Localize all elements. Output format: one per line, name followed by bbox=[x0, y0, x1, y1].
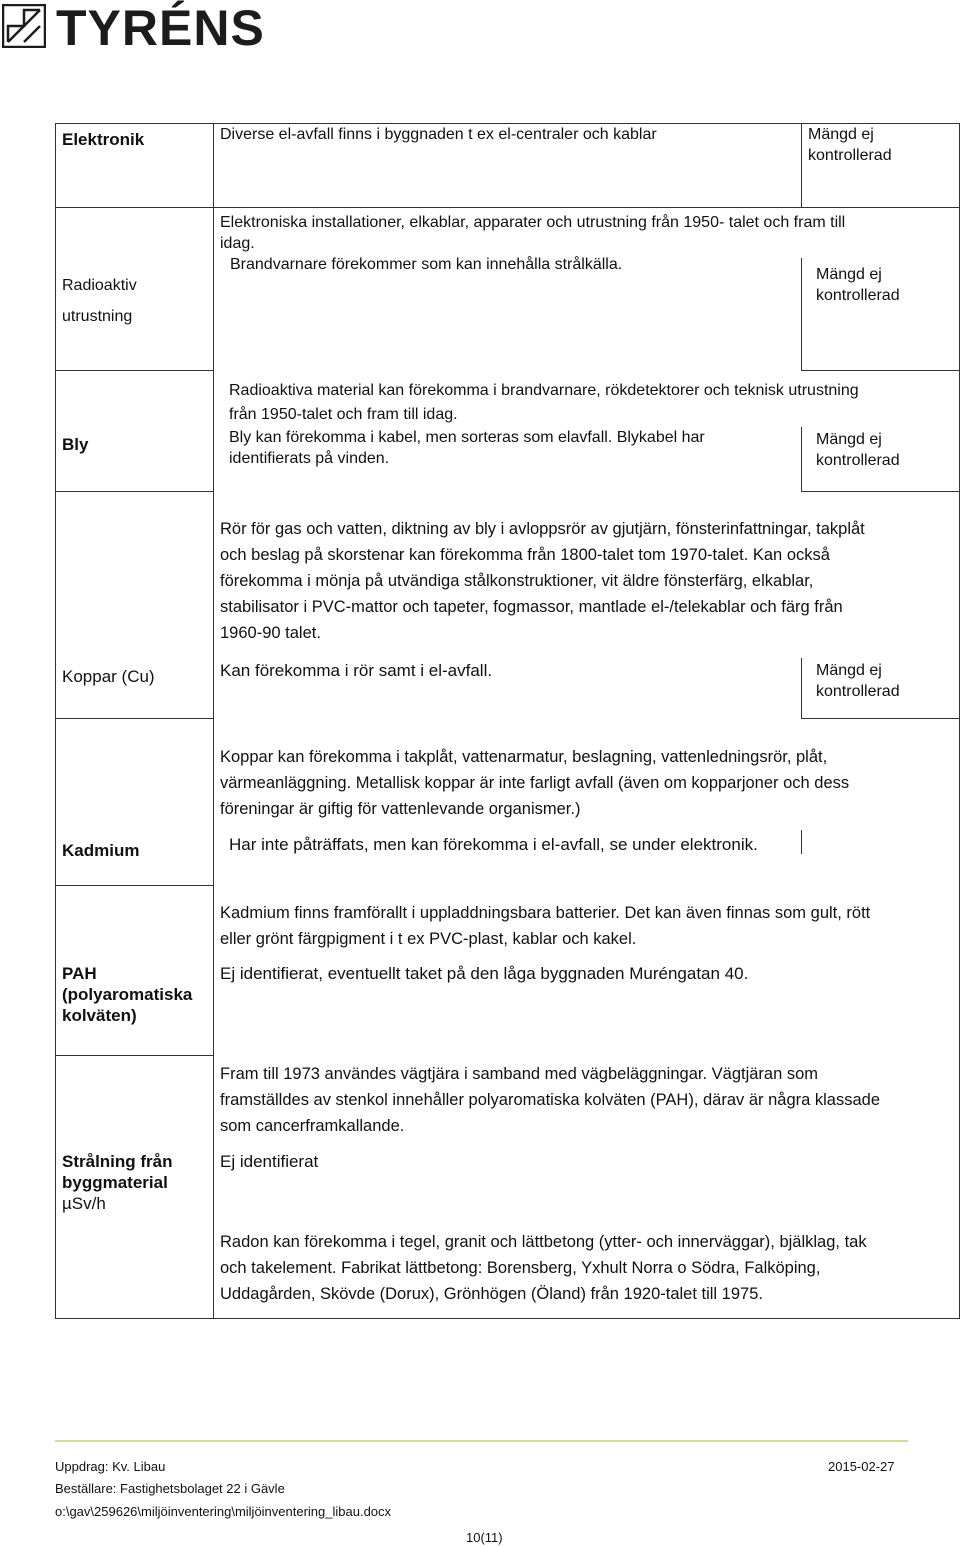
row-text-stralning: Ej identifierat bbox=[220, 1152, 319, 1171]
text-line: Uddagården, Skövde (Dorux), Grönhögen (Öland) från 1920-talet till 1975. bbox=[220, 1285, 763, 1303]
row-label-kadmium: Kadmium bbox=[62, 841, 140, 860]
row-extra-koppar bbox=[220, 744, 849, 822]
row-label-radioaktiv bbox=[62, 270, 137, 332]
amount-elektronik bbox=[808, 124, 892, 166]
amount-line: kontrollerad bbox=[816, 452, 900, 469]
label-line: PAH bbox=[62, 964, 97, 983]
amount-line: Mängd ej bbox=[816, 266, 882, 283]
row-label-bly: Bly bbox=[62, 435, 89, 454]
footer-client: Beställare: Fastighetsbolaget 22 i Gävle bbox=[55, 1481, 285, 1496]
label-line: µSv/h bbox=[62, 1194, 106, 1213]
text-line: identifierats på vinden. bbox=[229, 450, 390, 467]
text-line: stabilisator i PVC-mattor och tapeter, fogmassor, mantlade el-/telekablar och färg från bbox=[220, 598, 843, 616]
text-line: Rör för gas och vatten, diktning av bly i avloppsrör av gjutjärn, fönsterinfattningar, takplåt bbox=[220, 520, 865, 538]
amount-bly bbox=[816, 429, 900, 471]
amount-radioaktiv bbox=[816, 264, 900, 306]
row-text-pah: Ej identifierat, eventuellt taket på den låga byggnaden Muréngatan 40. bbox=[220, 964, 749, 983]
row-label-koppar: Koppar (Cu) bbox=[62, 667, 155, 686]
text-line: Radioaktiva material kan förekomma i brandvarnare, rökdetektorer och teknisk utrustning bbox=[229, 382, 859, 399]
row-extra-pah bbox=[220, 1061, 880, 1139]
tyrens-logo-icon bbox=[2, 4, 46, 48]
text-line: värmeanläggning. Metallisk koppar är inte farligt avfall (även om kopparjoner och dess bbox=[220, 774, 850, 792]
label-line: byggmaterial bbox=[62, 1173, 168, 1192]
amount-line: Mängd ej bbox=[816, 662, 882, 679]
text-line: och beslag på skorstenar kan förekomma från 1800-talet tom 1970-talet. Kan också bbox=[220, 546, 830, 564]
row-label-elektronik: Elektronik bbox=[62, 130, 145, 149]
amount-line: Mängd ej bbox=[808, 126, 874, 143]
amount-line: kontrollerad bbox=[816, 287, 900, 304]
text-line: Radon kan förekomma i tegel, granit och lättbetong (ytter- och innerväggar), bjälklag, tak bbox=[220, 1233, 867, 1251]
footer-file-path: o:\gav\259626\miljöinventering\miljöinventering_libau.docx bbox=[55, 1504, 392, 1519]
row-label-stralning bbox=[62, 1151, 173, 1214]
row-text-radioaktiv bbox=[220, 212, 845, 275]
text-line: Brandvarnare förekommer som kan innehålla strålkälla. bbox=[230, 256, 623, 273]
footer-rule bbox=[55, 1440, 908, 1442]
footer-assignment: Uppdrag: Kv. Libau bbox=[55, 1459, 166, 1474]
row-label-pah bbox=[62, 963, 192, 1026]
footer-date: 2015-02-27 bbox=[828, 1459, 895, 1474]
label-line: Strålning från bbox=[62, 1152, 173, 1171]
text-line: idag. bbox=[220, 235, 255, 252]
row-text-bly bbox=[229, 379, 859, 469]
text-line: föreningar är giftig för vattenlevande organismer.) bbox=[220, 800, 581, 818]
text-line: Elektroniska installationer, elkablar, apparater och utrustning från 1950- talet och fram till bbox=[220, 214, 846, 231]
text-line: och takelement. Fabrikat lättbetong: Borensberg, Yxhult Norra o Södra, Falköping, bbox=[220, 1259, 821, 1277]
amount-koppar bbox=[816, 660, 900, 702]
brand-name: TYRÉNS bbox=[56, 0, 265, 56]
text-line: förekomma i mönja på utvändiga stålkonstruktioner, vit äldre fönsterfärg, elkablar, bbox=[220, 572, 814, 590]
row-extra-stralning bbox=[220, 1229, 867, 1307]
text-line: från 1950-talet och fram till idag. bbox=[229, 406, 458, 423]
row-extra-bly bbox=[220, 516, 865, 646]
text-line: Kadmium finns framförallt i uppladdningsbara batterier. Det kan även finnas som gult, rött bbox=[220, 904, 871, 922]
amount-line: Mängd ej bbox=[816, 431, 882, 448]
text-line: Fram till 1973 användes vägtjära i samband med vägbeläggningar. Vägtjäran som bbox=[220, 1065, 819, 1083]
row-text-elektronik: Diverse el-avfall finns i byggnaden t ex el-centraler och kablar bbox=[220, 126, 657, 143]
label-line: kolväten) bbox=[62, 1006, 137, 1025]
amount-line: kontrollerad bbox=[808, 147, 892, 164]
row-text-koppar: Kan förekomma i rör samt i el-avfall. bbox=[220, 661, 493, 680]
label-line: utrustning bbox=[62, 308, 133, 325]
text-line: som cancerframkallande. bbox=[220, 1117, 405, 1135]
text-line: 1960-90 talet. bbox=[220, 624, 321, 642]
logo bbox=[0, 0, 265, 56]
text-line: eller grönt färgpigment i t ex PVC-plast, kablar och kakel. bbox=[220, 930, 637, 948]
text-line: framställdes av stenkol innehåller polyaromatiska kolväten (PAH), därav är några klassade bbox=[220, 1091, 881, 1109]
row-text-kadmium: Har inte påträffats, men kan förekomma i el-avfall, se under elektronik. bbox=[229, 835, 758, 854]
text-line: Bly kan förekomma i kabel, men sorteras som elavfall. Blykabel har bbox=[229, 429, 705, 446]
page-number: 10(11) bbox=[466, 1530, 503, 1545]
text-line: Koppar kan förekomma i takplåt, vattenarmatur, beslagning, vattenledningsrör, plåt, bbox=[220, 748, 828, 766]
row-extra-kadmium bbox=[220, 900, 870, 952]
label-line: (polyaromatiska bbox=[62, 985, 193, 1004]
amount-line: kontrollerad bbox=[816, 683, 900, 700]
label-line: Radioaktiv bbox=[62, 277, 137, 294]
